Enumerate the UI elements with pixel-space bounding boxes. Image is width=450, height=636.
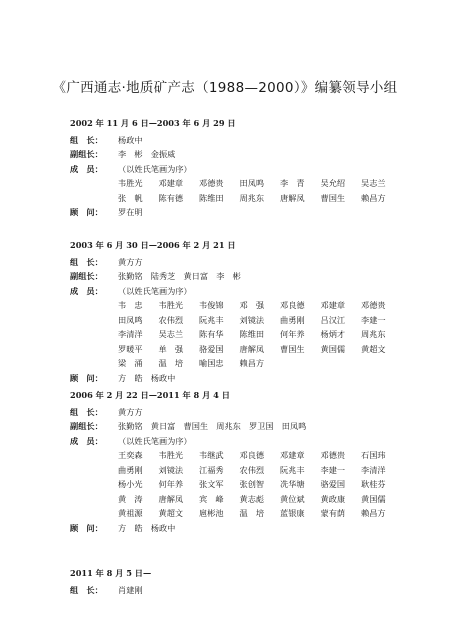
page-title: 《广西通志·地质矿产志（1988—2000）》编纂领导小组 bbox=[52, 80, 398, 96]
committee-period-2 bbox=[70, 238, 450, 385]
member-name: 曹国生 bbox=[280, 343, 305, 354]
member-label: 成 员： bbox=[70, 285, 103, 296]
member-name: 骆爱国 bbox=[320, 479, 346, 489]
member-name: 王奕森 bbox=[118, 450, 143, 460]
member-name: 唐解凤 bbox=[158, 493, 184, 504]
advisor-names: 罗在明 bbox=[118, 207, 143, 217]
member-note: （以姓氏笔画为序） bbox=[118, 285, 192, 296]
leader-name: 黄方方 bbox=[118, 406, 143, 417]
member-name: 韦胜光 bbox=[158, 300, 184, 310]
member-name: 黄 涛 bbox=[118, 493, 143, 504]
member-name: 黄祖源 bbox=[118, 508, 143, 518]
member-name: 吴志兰 bbox=[361, 178, 386, 188]
member-name: 韦继武 bbox=[199, 450, 224, 460]
member-row bbox=[70, 162, 450, 177]
member-name: 黄超文 bbox=[158, 508, 184, 518]
member-name: 单 强 bbox=[158, 343, 184, 354]
deputy-label: 副组长： bbox=[70, 271, 103, 281]
member-name: 黄政康 bbox=[320, 493, 346, 504]
member-name: 陈有德 bbox=[158, 192, 184, 203]
leader-name: 肖建刚 bbox=[118, 584, 143, 595]
member-name: 邓良德 bbox=[239, 450, 265, 460]
member-name: 赖昌方 bbox=[361, 192, 386, 203]
period-date: 2011 年 8 月 5 日— bbox=[70, 568, 152, 578]
leader-row bbox=[70, 133, 450, 148]
member-name: 李 青 bbox=[280, 178, 305, 188]
member-name: 梁 涌 bbox=[118, 358, 143, 368]
member-name: 张创智 bbox=[239, 479, 265, 489]
member-name: 邓建章 bbox=[158, 178, 184, 188]
advisor-label: 顾 问： bbox=[70, 372, 103, 383]
member-label: 成 员： bbox=[70, 435, 103, 446]
period-date: 2003 年 6 月 30 日—2006 年 2 月 21 日 bbox=[70, 240, 236, 250]
deputy-names: 李 彬 金振威 bbox=[118, 149, 176, 159]
member-name: 张文军 bbox=[199, 479, 224, 489]
member-name: 陈有华 bbox=[199, 329, 224, 339]
member-name: 田凤鸣 bbox=[239, 178, 265, 188]
member-name: 李清洋 bbox=[118, 329, 143, 339]
member-name: 农伟烈 bbox=[239, 464, 265, 475]
member-name: 唐解凤 bbox=[239, 343, 265, 354]
member-name: 韦胜光 bbox=[118, 178, 143, 188]
member-name: 刘镜法 bbox=[158, 464, 184, 475]
member-row bbox=[70, 434, 450, 449]
member-name: 冼华塘 bbox=[280, 479, 305, 489]
member-name: 阮兆丰 bbox=[199, 314, 224, 325]
member-name: 邓良德 bbox=[280, 300, 305, 310]
deputy-row bbox=[70, 419, 450, 434]
member-name: 邓德贵 bbox=[361, 300, 386, 310]
member-name: 李建一 bbox=[361, 314, 386, 325]
member-name: 黄国儒 bbox=[361, 493, 386, 504]
member-note: （以姓氏笔画为序） bbox=[118, 163, 192, 174]
member-name: 蓝银康 bbox=[280, 508, 305, 518]
member-name: 张 帆 bbox=[118, 192, 143, 203]
advisor-row bbox=[70, 371, 450, 386]
member-note: （以姓氏笔画为序） bbox=[118, 435, 192, 446]
member-name: 喻国忠 bbox=[199, 358, 224, 368]
member-name: 周兆东 bbox=[239, 192, 265, 203]
member-name: 邓德贵 bbox=[199, 178, 224, 188]
member-name: 赖昌方 bbox=[239, 358, 265, 368]
member-name: 黄志彪 bbox=[239, 493, 265, 504]
committee-period-4 bbox=[70, 566, 450, 597]
advisor-label: 顾 问： bbox=[70, 522, 103, 533]
member-name: 罗暖平 bbox=[118, 343, 143, 354]
deputy-label: 副组长： bbox=[70, 421, 103, 431]
leader-label: 组 长： bbox=[70, 584, 103, 595]
member-name: 刘镜法 bbox=[239, 314, 265, 325]
leader-row bbox=[70, 405, 450, 420]
member-row bbox=[70, 284, 450, 299]
leader-name: 杨政中 bbox=[118, 134, 143, 145]
member-name: 韦俊锦 bbox=[199, 300, 224, 310]
member-list bbox=[118, 298, 418, 371]
member-name: 黄位斌 bbox=[280, 493, 305, 504]
member-name: 骆爱国 bbox=[199, 343, 224, 354]
member-name: 何年养 bbox=[158, 479, 184, 489]
member-name: 吕汉江 bbox=[320, 314, 346, 325]
member-list bbox=[118, 448, 418, 521]
member-name: 黄超文 bbox=[361, 343, 386, 354]
period-date: 2006 年 2 月 22 日—2011 年 8 月 4 日 bbox=[70, 390, 230, 400]
deputy-label: 副组长： bbox=[70, 149, 103, 159]
member-name: 邓建章 bbox=[280, 450, 305, 460]
member-name: 杨炳才 bbox=[320, 329, 346, 339]
member-name: 农伟烈 bbox=[158, 314, 184, 325]
member-label: 成 员： bbox=[70, 163, 103, 174]
member-name: 周兆东 bbox=[361, 329, 386, 339]
member-name: 杨小光 bbox=[118, 479, 143, 489]
advisor-names: 方 皓 杨政中 bbox=[118, 522, 176, 533]
member-name: 曲勇刚 bbox=[280, 314, 305, 325]
member-name: 邓德贵 bbox=[320, 450, 346, 460]
member-list bbox=[118, 176, 418, 205]
period-date: 2002 年 11 月 6 日—2003 年 6 月 29 日 bbox=[70, 118, 236, 128]
member-name: 江福秀 bbox=[199, 464, 224, 475]
leader-label: 组 长： bbox=[70, 134, 103, 145]
member-name: 李清洋 bbox=[361, 464, 386, 475]
member-name: 邓 强 bbox=[239, 300, 265, 310]
member-name: 蒙有荫 bbox=[320, 508, 346, 518]
member-name: 温 培 bbox=[239, 508, 265, 518]
leader-name: 黄方方 bbox=[118, 256, 143, 267]
member-name: 田凤鸣 bbox=[118, 314, 143, 325]
committee-period-1 bbox=[70, 116, 450, 220]
leader-label: 组 长： bbox=[70, 406, 103, 417]
deputy-names: 张勤铭 陆秀芝 黄日富 李 彬 bbox=[118, 271, 241, 281]
member-name: 温 培 bbox=[158, 358, 184, 368]
advisor-row bbox=[70, 205, 450, 220]
member-name: 何年养 bbox=[280, 329, 305, 339]
leader-row bbox=[70, 583, 450, 598]
member-name: 曹国生 bbox=[320, 192, 346, 203]
advisor-label: 顾 问： bbox=[70, 207, 103, 217]
member-name: 陈维田 bbox=[239, 329, 265, 339]
member-name: 韦胜光 bbox=[158, 450, 184, 460]
deputy-names: 张勤铭 黄日富 曹国生 周兆东 罗卫国 田凤鸣 bbox=[118, 421, 307, 431]
leader-row bbox=[70, 255, 450, 270]
member-name: 吴允绍 bbox=[320, 178, 346, 188]
member-name: 宾 峰 bbox=[199, 493, 224, 504]
member-name: 陈维田 bbox=[199, 192, 224, 203]
member-name: 唐解凤 bbox=[280, 192, 305, 203]
member-name: 阮兆丰 bbox=[280, 464, 305, 475]
member-name: 李建一 bbox=[320, 464, 346, 475]
member-name: 韦 忠 bbox=[118, 300, 143, 310]
advisor-row bbox=[70, 521, 450, 536]
deputy-row bbox=[70, 147, 450, 162]
deputy-row bbox=[70, 269, 450, 284]
member-name: 耿桂芬 bbox=[361, 479, 386, 489]
committee-period-3 bbox=[70, 388, 450, 535]
member-name: 赖昌方 bbox=[361, 508, 386, 518]
advisor-names: 方 皓 杨政中 bbox=[118, 372, 176, 383]
member-name: 黄国儒 bbox=[320, 343, 346, 354]
leader-label: 组 长： bbox=[70, 256, 103, 267]
member-name: 邓建章 bbox=[320, 300, 346, 310]
member-name: 扈彬池 bbox=[199, 508, 224, 518]
member-name: 曲勇刚 bbox=[118, 464, 143, 475]
member-name: 吴志兰 bbox=[158, 329, 184, 339]
member-name: 石国玮 bbox=[361, 450, 386, 460]
